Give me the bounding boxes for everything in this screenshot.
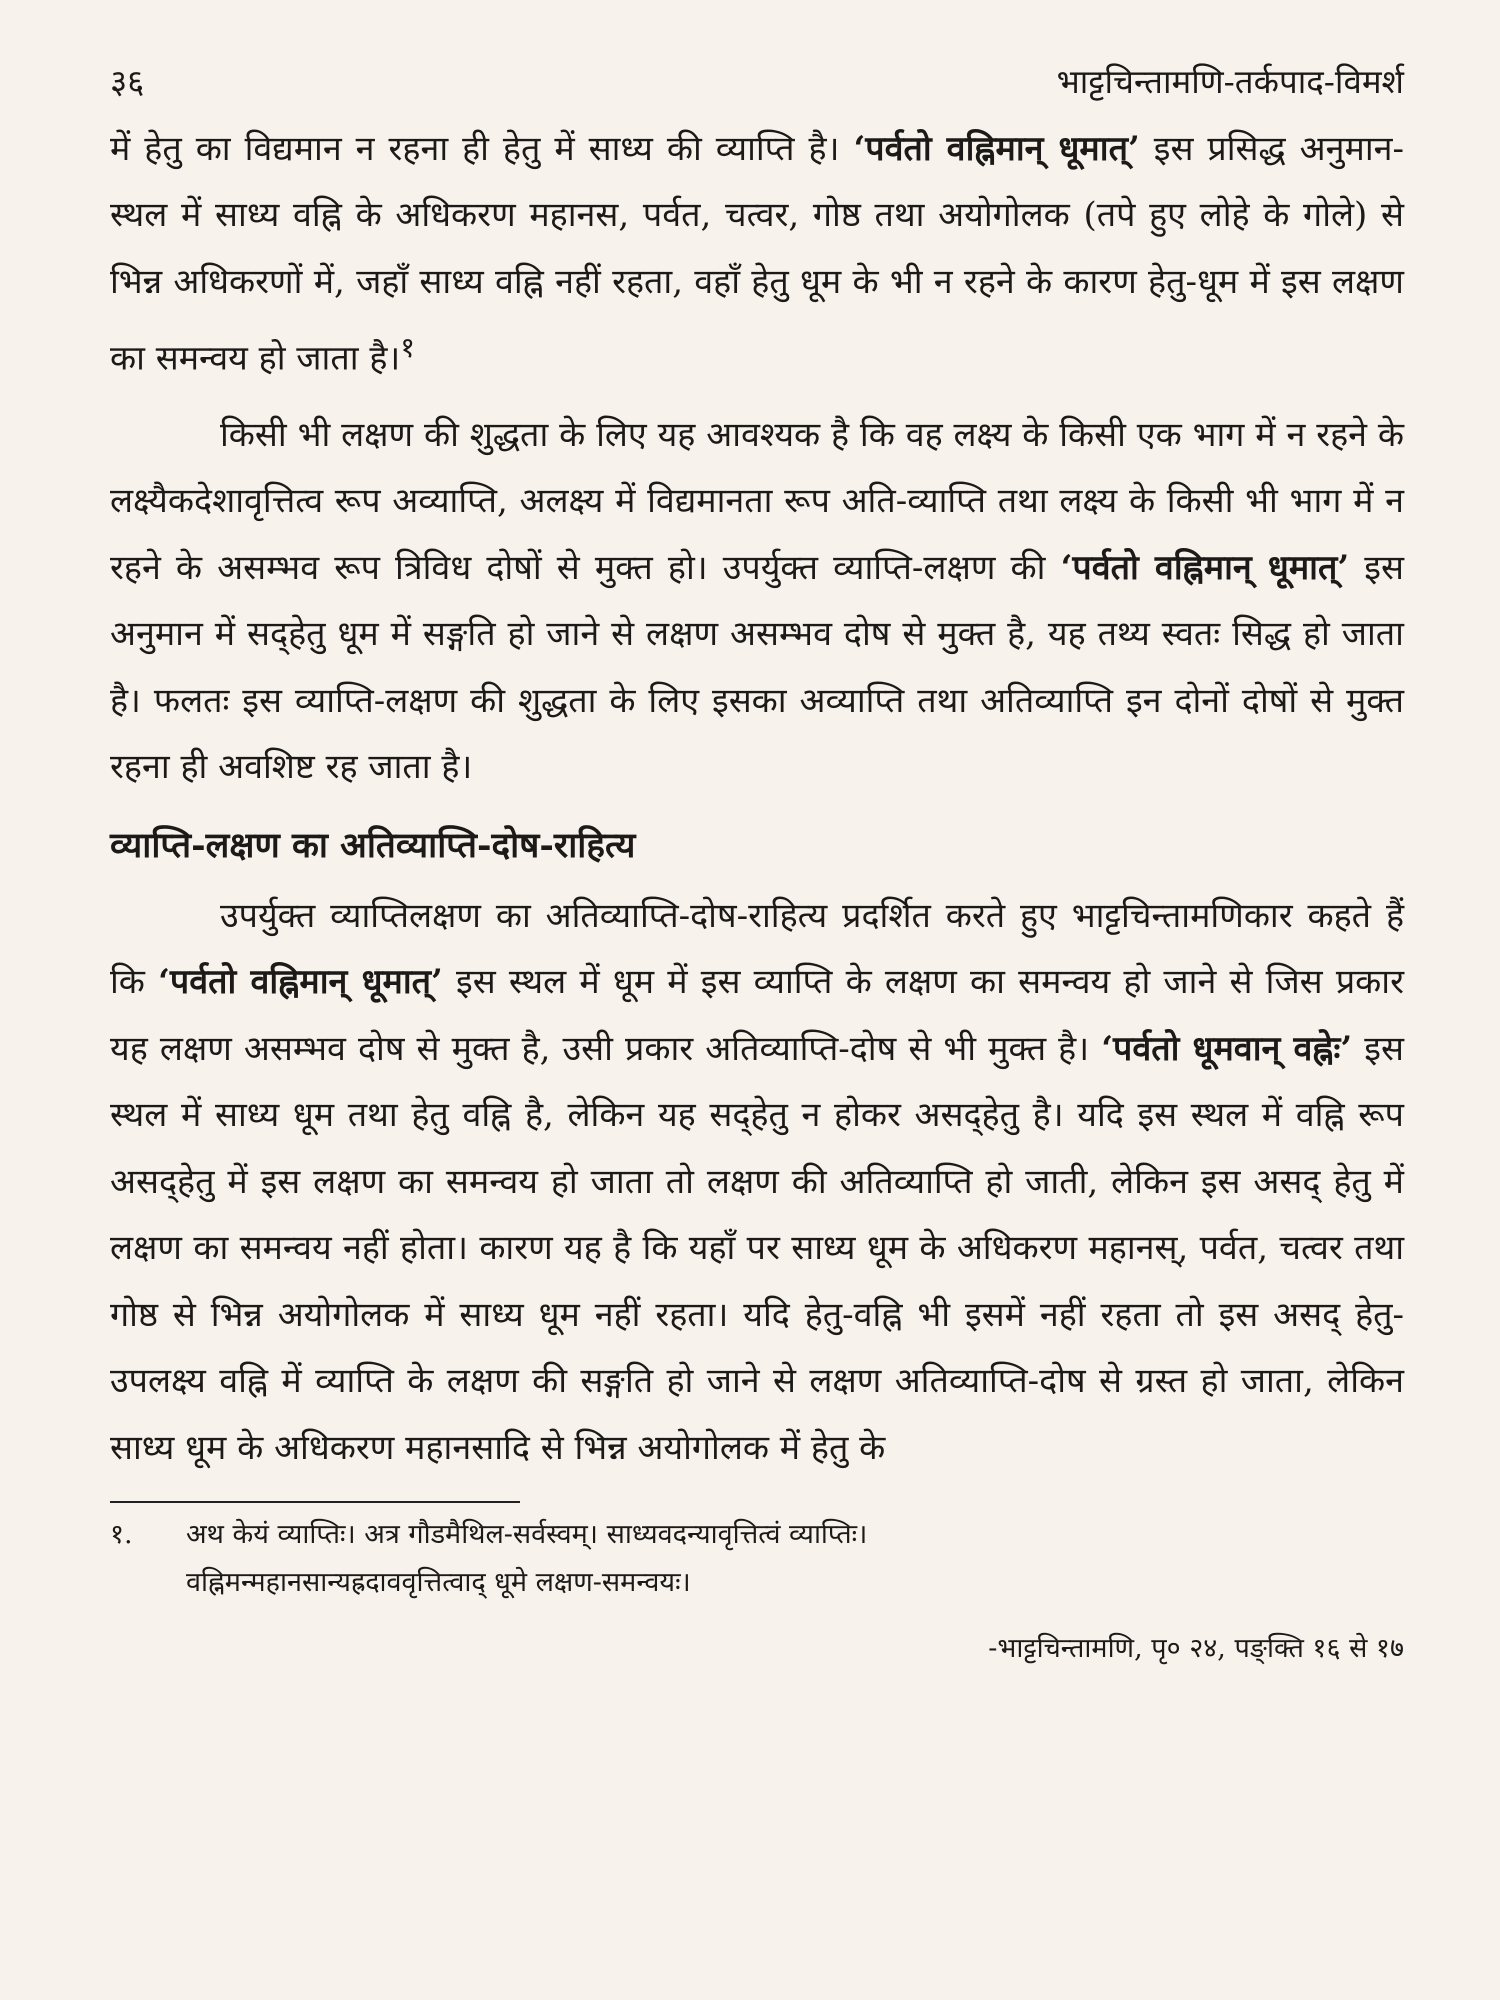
paragraph-2-text-b: इस अनुमान में सद्हेतु धूम में सङ्गति हो जाने से लक्षण असम्भव दोष से मुक्त है, यह तथ्य स्वतः सिद्ध हो जाता है। फलतः इस व्याप्ति-लक्षण की शुद्धता के लिए इसका अव्याप्ति तथा अतिव्याप्ति इन दोनों दोषों से मुक्त रहना ही अवशिष्ट रह जाता है। xyxy=(110,547,1404,788)
paragraph-2 xyxy=(110,402,1404,801)
paragraph-3-text-c: इस स्थल में साध्य धूम तथा हेतु वह्नि है, लेकिन यह सद्हेतु न होकर असद्हेतु है। यदि इस स्थल में वह्नि रूप असद्हेतु में इस लक्षण का समन्वय हो जाता तो लक्षण की अतिव्याप्ति हो जाती, लेकिन इस असद् हेतु में लक्षण का समन्वय नहीं होता। कारण यह है कि यहाँ पर साध्य धूम के अधिकरण महानस्, पर्वत, चत्वर तथा गोष्ठ से भिन्न अयोगोलक में साध्य धूम नहीं रहता। यदि हेतु-वह्नि भी इसमें नहीं रहता तो इस असद् हेतु-उपलक्ष्य वह्नि में व्याप्ति के लक्षण की सङ्गति हो जाने से लक्षण अतिव्याप्ति-दोष से ग्रस्त हो जाता, लेकिन साध्य धूम के अधिकरण महानसादि से भिन्न अयोगोलक में हेतु के xyxy=(110,1028,1404,1468)
paragraph-1-text-b: इस प्रसिद्ध अनुमान-स्थल में साध्य वह्नि के अधिकरण महानस, पर्वत, चत्वर, गोष्ठ तथा अयोगोलक (तपे हुए लोहे के गोले) से भिन्न अधिकरणों में, जहाँ साध्य वह्नि नहीं रहता, वहाँ हेतु धूम के भी न रहने के कारण हेतु-धूम में इस लक्षण का समन्वय हो जाता है। xyxy=(110,128,1405,379)
paragraph-3-example-2: ‘पर्वतो धूमवान् वह्नेः’ xyxy=(1101,1028,1353,1069)
page-number: ३६ xyxy=(110,62,145,101)
footnotes xyxy=(110,1511,1404,1673)
paragraph-2-example: ‘पर्वतो वह्निमान् धूमात्’ xyxy=(1060,547,1350,588)
paragraph-1-text-a: में हेतु का विद्यमान न रहना ही हेतु में साध्य की व्याप्ति है। xyxy=(110,128,854,169)
paragraph-3 xyxy=(110,883,1404,1482)
body-text xyxy=(110,116,1404,1482)
paragraph-3-text-b: इस स्थल में धूम में इस व्याप्ति के लक्षण का समन्वय हो जाने से जिस प्रकार यह लक्षण असम्भव दोष से मुक्त है, उसी प्रकार अतिव्याप्ति-दोष से भी मुक्त है। xyxy=(110,962,1404,1069)
paragraph-1 xyxy=(110,116,1404,392)
footnote-source: -भाट्टचिन्तामणि, पृ० २४, पङ्क्ति १६ से १७ xyxy=(988,1633,1404,1665)
paragraph-3-example-1: ‘पर्वतो वह्निमान् धूमात्’ xyxy=(158,962,443,1003)
running-title: भाट्टचिन्तामणि-तर्कपाद-विमर्श xyxy=(1056,62,1404,101)
paragraph-1-example: ‘पर्वतो वह्निमान् धूमात्’ xyxy=(853,128,1140,169)
footnote-divider xyxy=(110,1501,520,1503)
footnote-marker: १ xyxy=(400,331,416,365)
footnote-line-2: वह्निमन्महानसान्यह्रदाववृत्तित्वाद् धूमे लक्षण-समन्वयः। xyxy=(186,1567,691,1599)
paragraph-2-text-a: किसी भी लक्षण की शुद्धता के लिए यह आवश्यक है कि वह लक्ष्य के किसी एक भाग में न रहने के लक्ष्यैकदेशावृत्तित्व रूप अव्याप्ति, अलक्ष्य में विद्यमानता रूप अति-व्याप्ति तथा लक्ष्य के किसी भी भाग में न रहने के असम्भव रूप त्रिविध दोषों से मुक्त हो। उपर्युक्त व्याप्ति-लक्षण की xyxy=(110,414,1404,588)
footnote-1 xyxy=(110,1511,1404,1559)
footnote-number: १. xyxy=(110,1519,133,1551)
footnote-line-1: अथ केयं व्याप्तिः। अत्र गौडमैथिल-सर्वस्वम्। साध्यवदन्यावृत्तित्वं व्याप्तिः। xyxy=(186,1519,868,1551)
page-header xyxy=(110,62,1404,102)
section-heading: व्याप्ति-लक्षण का अतिव्याप्ति-दोष-राहित्य xyxy=(110,824,636,866)
paragraph-3-text-a: उपर्युक्त व्याप्तिलक्षण का अतिव्याप्ति-दोष-राहित्य प्रदर्शित करते हुए भाट्टचिन्तामणिकार कहते हैं कि xyxy=(110,895,1404,1003)
